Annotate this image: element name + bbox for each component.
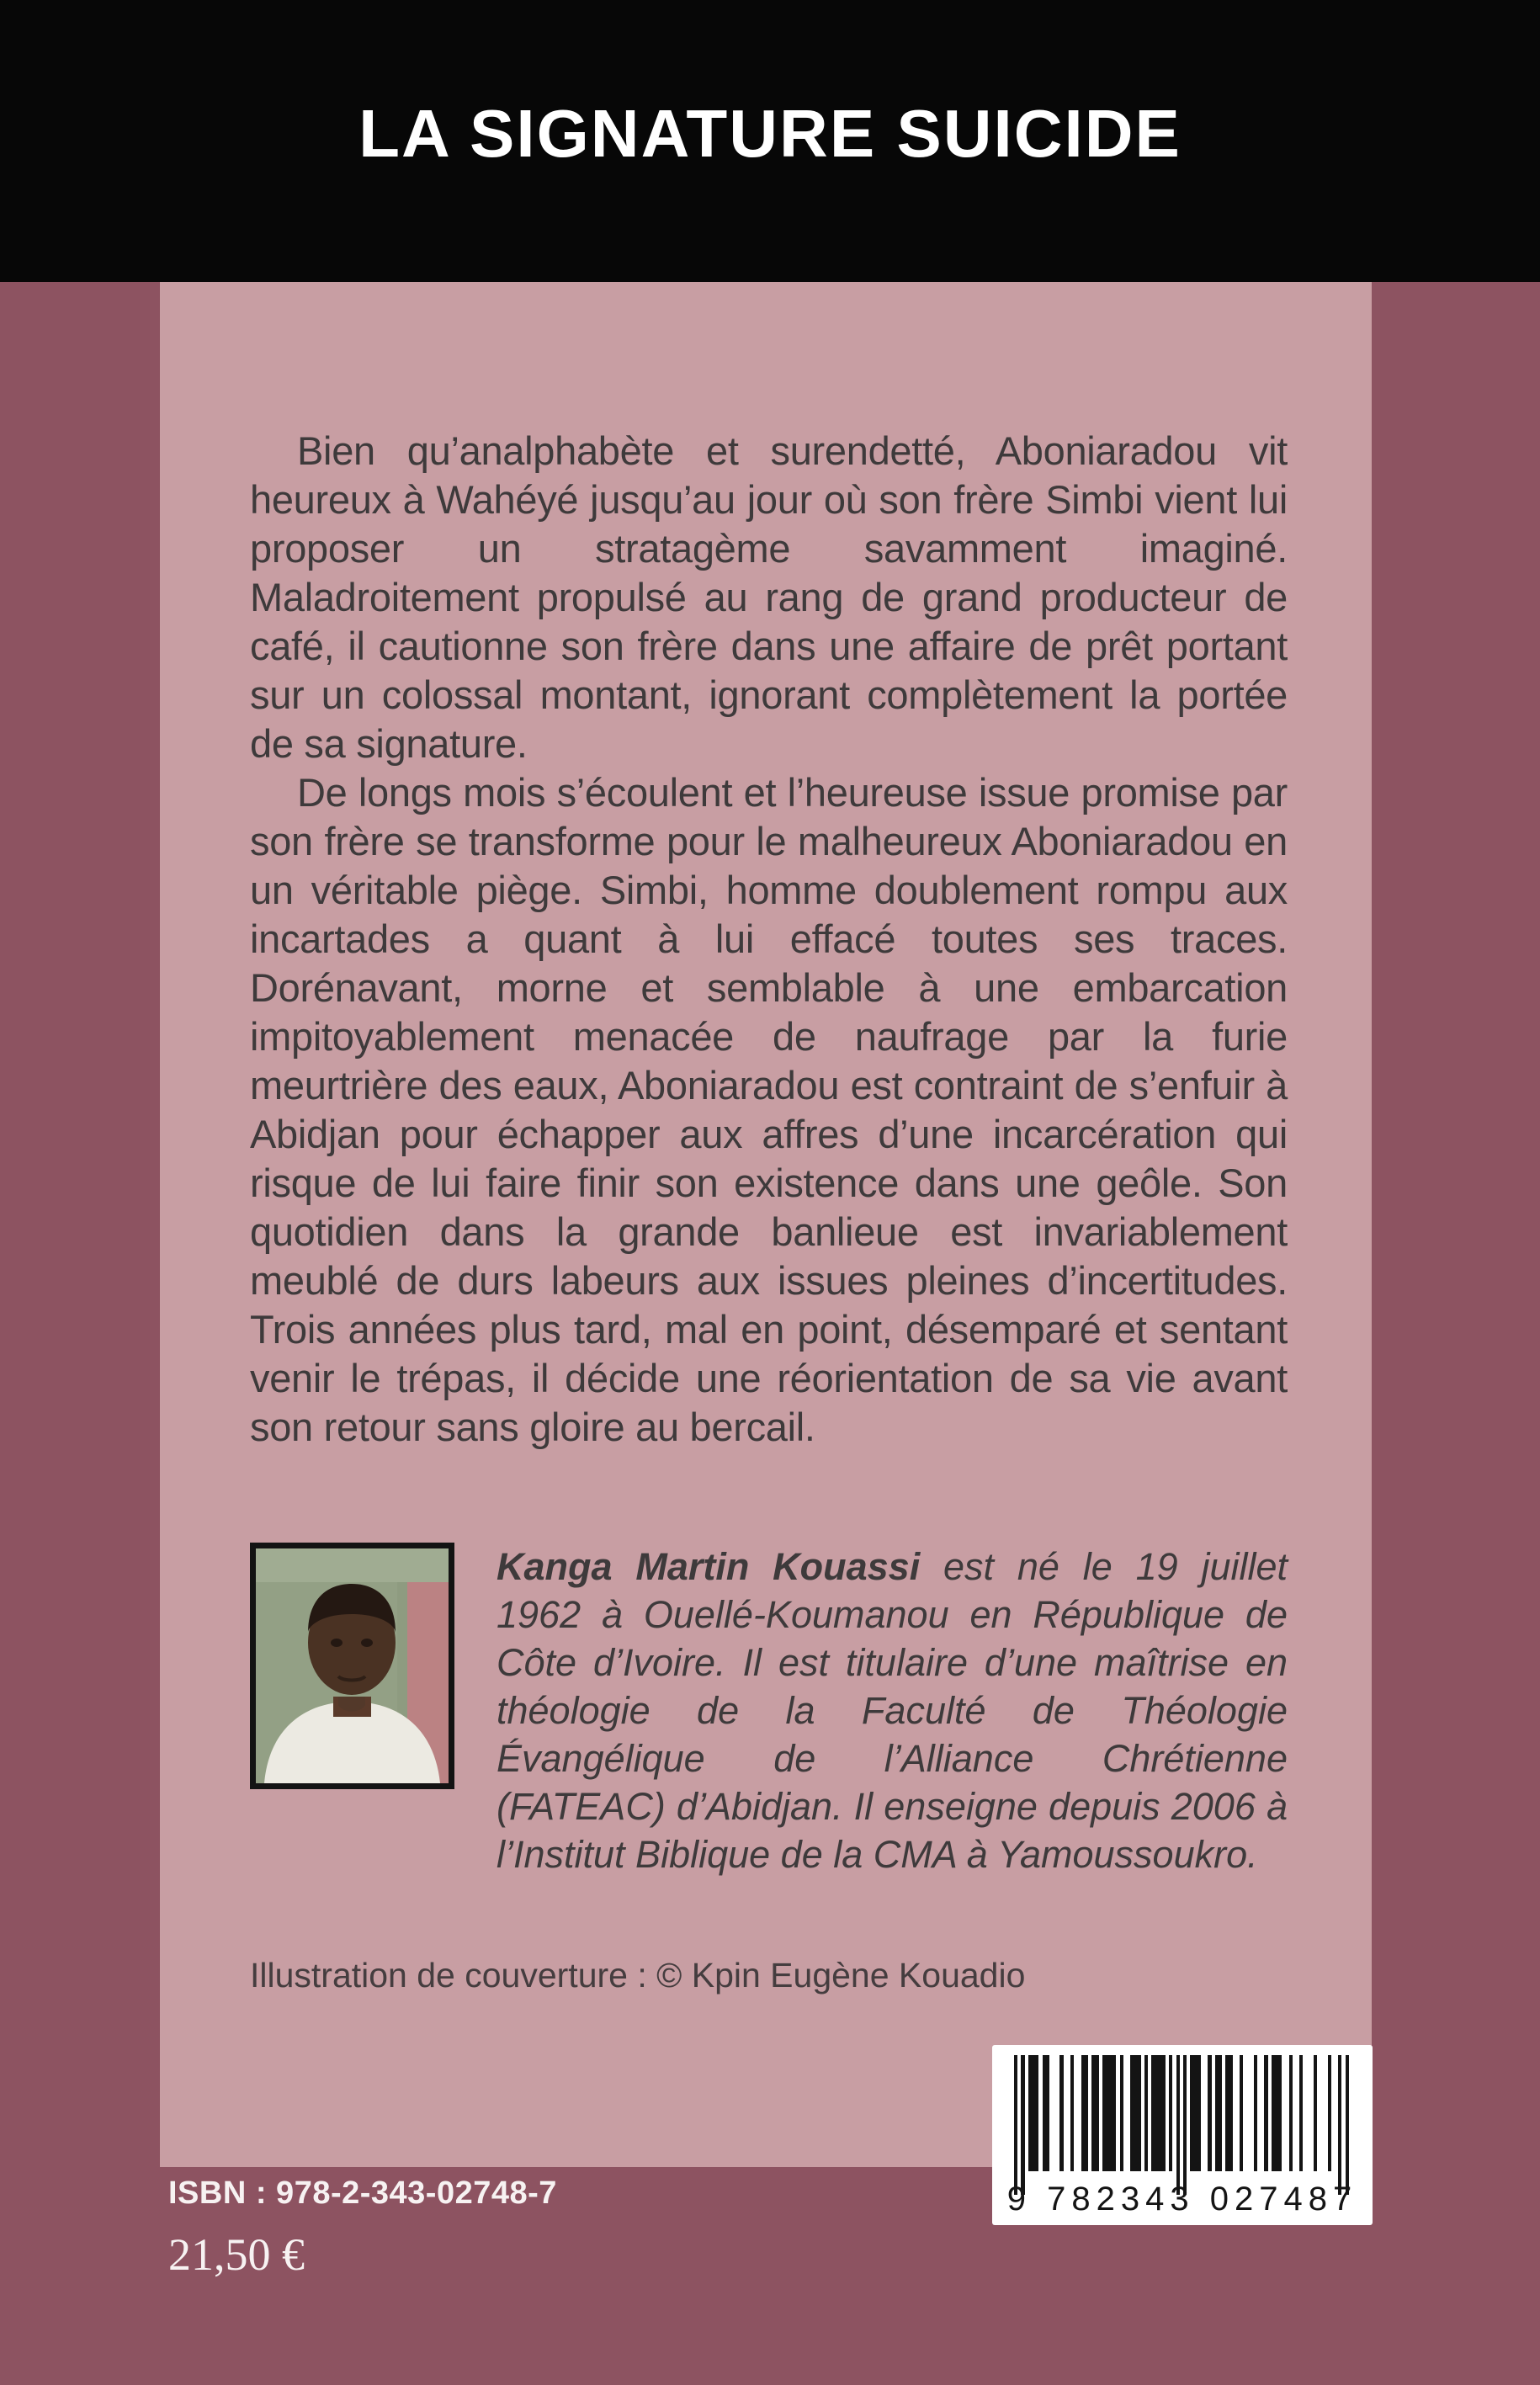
author-name: Kanga Martin Kouassi (497, 1545, 921, 1588)
price-label: 21,50 € (168, 2229, 305, 2280)
author-bio-text: est né le 19 juillet 1962 à Ouellé-Koumanou en République de Côte d’Ivoire. Il est titulaire d’une maîtrise en théologie de la Faculté de Théologie Évangélique de l’Alliance Chrétienne (FATEAC) d’Abidjan. Il enseigne depuis 2006 à l’Institut Biblique de la CMA à Yamoussoukro. (497, 1545, 1288, 1876)
author-section (250, 1543, 1288, 1878)
back-panel (160, 282, 1372, 2167)
book-title: LA SIGNATURE SUICIDE (358, 95, 1182, 171)
title-band (0, 0, 1540, 282)
author-portrait-illustration (256, 1548, 449, 1783)
cover-credit: Illustration de couverture : © Kpin Eugène Kouadio (250, 1956, 1026, 1995)
barcode-bars (1014, 2055, 1350, 2195)
barcode-digits: 9 782343 027487 (1006, 2180, 1358, 2218)
synopsis (250, 427, 1288, 1452)
panel-content (160, 282, 1372, 1995)
synopsis-paragraph-1: Bien qu’analphabète et surendetté, Aboniaradou vit heureux à Wahéyé jusqu’au jour où son frère Simbi vient lui proposer un stratagème savamment imaginé. Maladroitement propulsé au rang de grand producteur de café, il cautionne son frère dans une affaire de prêt portant sur un colossal montant, ignorant complètement la portée de sa signature. (250, 428, 1288, 766)
barcode-box (992, 2045, 1373, 2225)
synopsis-paragraph-2: De longs mois s’écoulent et l’heureuse issue promise par son frère se transforme pour le malheureux Aboniaradou en un véritable piège. Simbi, homme doublement rompu aux incartades a quant à lui effacé toutes ses traces. Dorénavant, morne et semblable à une embarcation impitoyablement menacée de naufrage par la furie meurtrière des eaux, Aboniaradou est contraint de s’enfuir à Abidjan pour échapper aux affres d’une incarcération qui risque de lui faire finir son existence dans une geôle. Son quotidien dans la grande banlieue est invariablement meublé de durs labeurs aux issues pleines d’incertitudes. Trois années plus tard, mal en point, désemparé et sentant venir le trépas, il décide une réorientation de sa vie avant son retour sans gloire au bercail. (250, 770, 1288, 1449)
author-bio (497, 1543, 1288, 1878)
author-photo (250, 1543, 454, 1789)
barcode-module (1346, 2055, 1349, 2195)
isbn-label: ISBN : 978-2-343-02748-7 (168, 2175, 557, 2211)
